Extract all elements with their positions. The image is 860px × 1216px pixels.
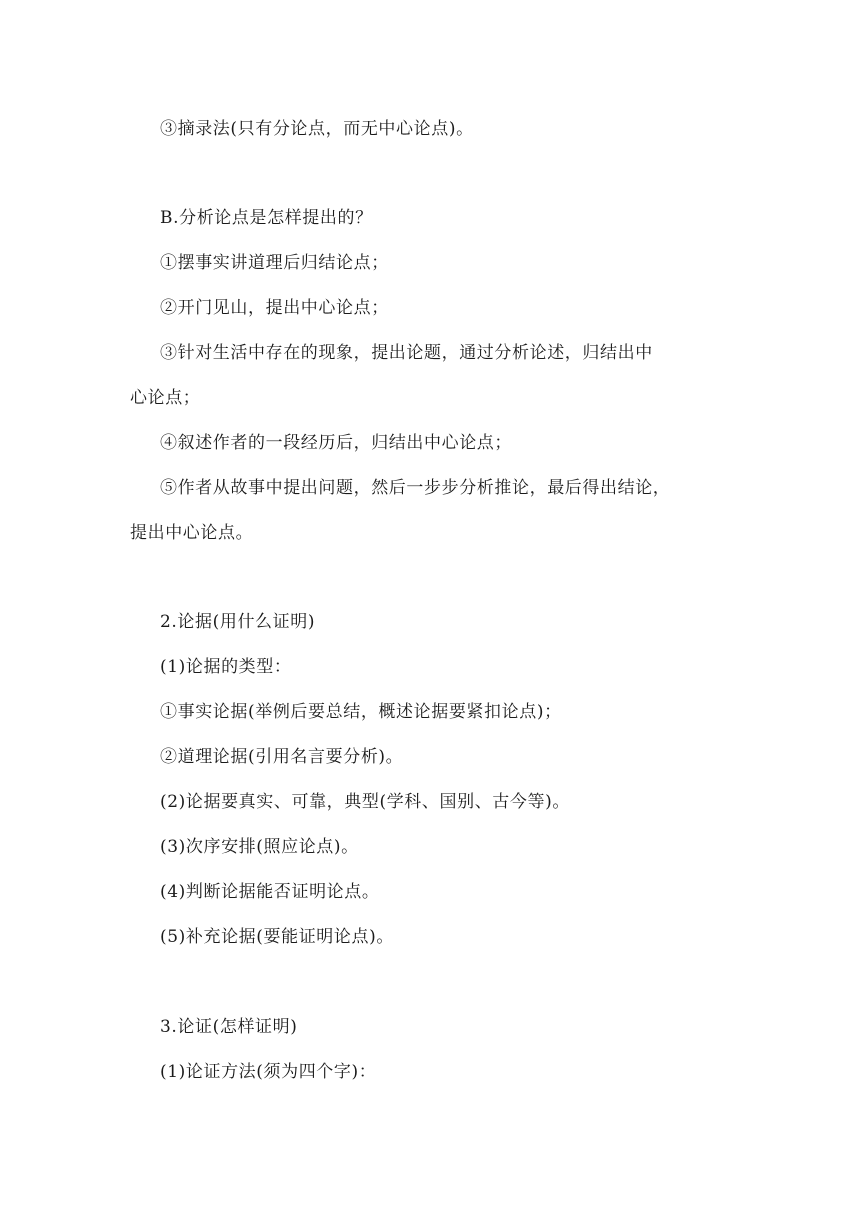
text-line: (1)论据的类型： [160, 657, 292, 677]
text-line: ①事实论据(举例后要总结，概述论据要紧扣论点)； [160, 702, 562, 722]
section-heading: 3.论证(怎样证明) [160, 1017, 298, 1037]
text-line: (1)论证方法(须为四个字)： [160, 1062, 377, 1082]
text-line: 心论点； [130, 388, 201, 408]
text-line: 提出中心论点。 [130, 523, 254, 543]
text-line: ④叙述作者的一段经历后，归结出中心论点； [160, 433, 512, 453]
text-line: (5)补充论据(要能证明论点)。 [160, 927, 394, 947]
text-line: ③摘录法(只有分论点，而无中心论点)。 [160, 119, 474, 139]
text-line: ①摆事实讲道理后归结论点； [160, 253, 389, 273]
text-line: B.分析论点是怎样提出的？ [160, 208, 373, 228]
text-line: ③针对生活中存在的现象，提出论题，通过分析论述，归结出中 [160, 343, 653, 363]
text-line: ⑤作者从故事中提出问题，然后一步步分析推论，最后得出结论， [160, 478, 671, 498]
text-line: ②开门见山，提出中心论点； [160, 298, 389, 318]
text-line: (4)判断论据能否证明论点。 [160, 882, 380, 902]
text-line: (3)次序安排(照应论点)。 [160, 837, 359, 857]
text-line: ②道理论据(引用名言要分析)。 [160, 747, 404, 767]
section-heading: 2.论据(用什么证明) [160, 612, 316, 632]
text-line: (2)论据要真实、可靠，典型(学科、国别、古今等)。 [160, 792, 570, 812]
